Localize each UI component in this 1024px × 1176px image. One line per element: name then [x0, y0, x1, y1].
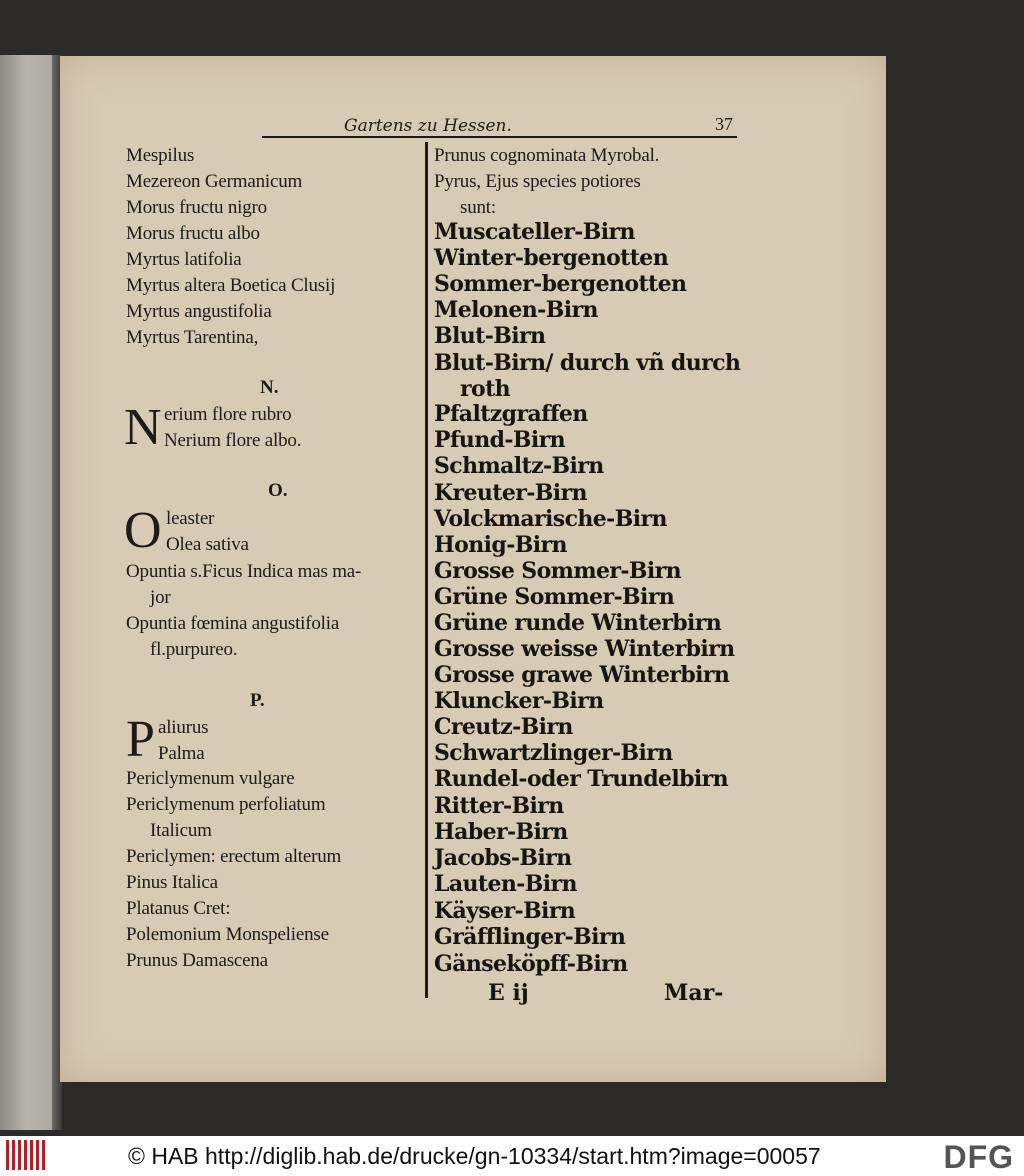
plant-entry: Italicum: [150, 820, 212, 841]
plant-entry: Morus fructu nigro: [126, 197, 267, 218]
pear-variety: Pfund-Birn: [434, 427, 566, 453]
plant-entry: Platanus Cret:: [126, 898, 231, 919]
pear-variety: Melonen-Birn: [434, 297, 598, 323]
plant-entry: Periclymenum perfoliatum: [126, 794, 326, 815]
plant-entry: Myrtus Tarentina,: [126, 327, 259, 348]
library-logo-icon: [6, 1140, 46, 1170]
pear-variety: Blut-Birn: [434, 323, 546, 349]
pear-variety: Muscateller-Birn: [434, 219, 635, 245]
pear-variety: Gräfflinger-Birn: [434, 924, 626, 950]
plant-entry: Periclymen: erectum alterum: [126, 846, 342, 867]
plant-entry: Periclymenum vulgare: [126, 768, 295, 789]
plant-entry: Myrtus altera Boetica Clusij: [126, 275, 336, 296]
pear-variety: Lauten-Birn: [434, 871, 577, 897]
pear-variety: Volckmarische-Birn: [434, 506, 667, 532]
plant-entry: Prunus cognominata Myrobal.: [434, 145, 660, 166]
plant-entry: Pyrus, Ejus species potiores: [434, 171, 641, 192]
pear-variety: Rundel-oder Trundelbirn: [434, 766, 729, 792]
pear-variety: Honig-Birn: [434, 532, 567, 558]
section-heading-o: O.: [268, 480, 288, 501]
plant-entry: leaster: [166, 508, 215, 529]
pear-variety: Schmaltz-Birn: [434, 453, 604, 479]
plant-entry: Mezereon Germanicum: [126, 171, 303, 192]
column-divider: [425, 142, 428, 998]
initial-letter-o: O: [124, 502, 162, 559]
plant-entry: erium flore rubro: [164, 404, 292, 425]
plant-entry: Myrtus latifolia: [126, 249, 242, 270]
pear-variety: Ritter-Birn: [434, 793, 564, 819]
plant-entry: Palma: [158, 743, 205, 764]
pear-variety: Jacobs-Birn: [434, 845, 572, 871]
plant-entry: Mespilus: [126, 145, 195, 166]
section-heading-n: N.: [260, 377, 279, 398]
pear-variety: Winter-bergenotten: [434, 245, 669, 271]
pear-variety: Sommer-bergenotten: [434, 271, 687, 297]
plant-entry: Myrtus angustifolia: [126, 301, 272, 322]
catchword: Mar-: [664, 980, 724, 1006]
plant-entry: Polemonium Monspeliense: [126, 924, 329, 945]
pear-variety: Schwartzlinger-Birn: [434, 740, 673, 766]
initial-letter-n: N: [124, 399, 162, 456]
copyright-link[interactable]: © HAB http://diglib.hab.de/drucke/gn-10334/start.htm?image=00057: [128, 1143, 821, 1169]
plant-entry: sunt:: [460, 197, 496, 218]
pear-variety: Haber-Birn: [434, 819, 568, 845]
pear-variety: Blut-Birn/ durch vñ durch: [434, 350, 741, 376]
page-number: 37: [715, 114, 733, 134]
pear-variety: Creutz-Birn: [434, 714, 573, 740]
pear-variety: Pfaltzgraffen: [434, 401, 588, 427]
pear-variety: Käyser-Birn: [434, 898, 576, 924]
pear-variety: Kluncker-Birn: [434, 688, 604, 714]
pear-variety: Kreuter-Birn: [434, 480, 587, 506]
plant-entry: Opuntia s.Ficus Indica mas ma-: [126, 561, 362, 582]
plant-entry: aliurus: [158, 717, 209, 738]
initial-letter-p: P: [126, 711, 155, 768]
pear-variety: roth: [460, 376, 511, 402]
pear-variety: Grüne runde Winterbirn: [434, 610, 722, 636]
plant-entry: Opuntia fœmina angustifolia: [126, 613, 340, 634]
adjacent-page-edge: [0, 55, 60, 1130]
signature-mark: E ij: [488, 980, 529, 1006]
running-title: Gartens zu Hessen.: [344, 116, 512, 136]
dfg-logo: DFG: [943, 1139, 1014, 1175]
plant-entry: Nerium flore albo.: [164, 430, 302, 451]
pear-variety: Grosse Sommer-Birn: [434, 558, 682, 584]
plant-entry: jor: [150, 587, 171, 608]
pear-variety: Grosse weisse Winterbirn: [434, 636, 735, 662]
pear-variety: Grosse grawe Winterbirn: [434, 662, 730, 688]
page-header: [262, 114, 737, 138]
pear-variety: Grüne Sommer-Birn: [434, 584, 675, 610]
pear-variety: Gänseköpff-Birn: [434, 951, 628, 977]
plant-entry: Prunus Damascena: [126, 950, 268, 971]
plant-entry: fl.purpureo.: [150, 639, 238, 660]
section-heading-p: P.: [250, 690, 265, 711]
plant-entry: Morus fructu albo: [126, 223, 260, 244]
plant-entry: Pinus Italica: [126, 872, 218, 893]
plant-entry: Olea sativa: [166, 534, 249, 555]
footer-bar: [0, 1136, 1024, 1176]
